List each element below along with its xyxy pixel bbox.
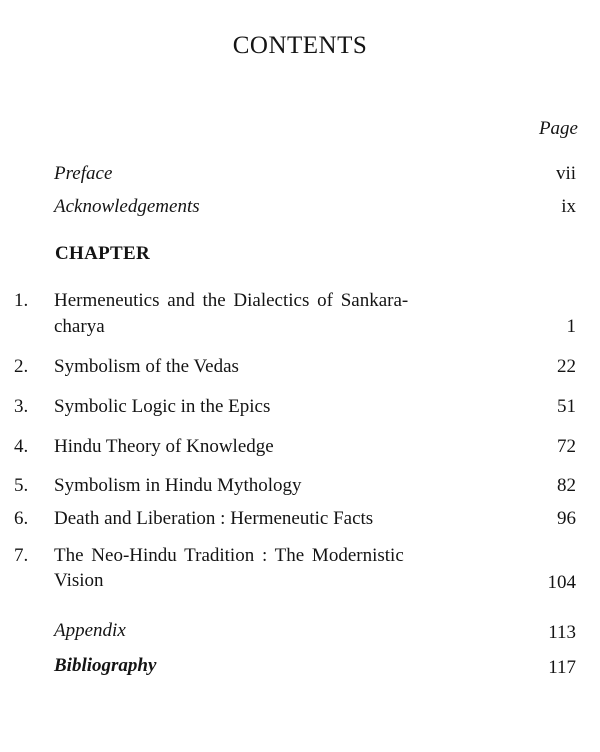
chapter-2-title: Symbolism of the Vedas xyxy=(54,356,239,377)
chapter-4-page: 72 xyxy=(557,436,576,457)
chapter-4-title: Hindu Theory of Knowledge xyxy=(54,436,274,457)
chapter-1-page: 1 xyxy=(566,316,576,337)
preface-page: vii xyxy=(555,163,576,184)
chapter-5-number: 5. xyxy=(14,475,29,496)
chapter-6-number: 6. xyxy=(14,508,29,529)
appendix-title: Appendix xyxy=(54,620,126,641)
chapter-2-page: 22 xyxy=(557,356,576,377)
chapter-1-title: Hermeneutics and the Dialectics of Sankara- xyxy=(54,290,409,311)
chapter-header: CHAPTER xyxy=(55,243,150,264)
chapter-7-page: 104 xyxy=(547,572,576,593)
chapter-2-number: 2. xyxy=(14,356,29,377)
chapter-4-number: 4. xyxy=(14,436,29,457)
page-title: CONTENTS xyxy=(232,32,368,59)
chapter-3-page: 51 xyxy=(557,396,576,417)
acknowledgements-page: ix xyxy=(561,196,576,217)
bibliography-page: 117 xyxy=(548,657,576,678)
chapter-6-title: Death and Liberation : Hermeneutic Facts xyxy=(54,508,374,529)
chapter-7-title: The Neo-Hindu Tradition : The Modernistic xyxy=(54,545,404,566)
chapter-3-number: 3. xyxy=(14,396,29,417)
chapter-1-number: 1. xyxy=(14,290,29,311)
acknowledgements-title: Acknowledgements xyxy=(54,196,200,217)
appendix-page: 113 xyxy=(548,622,576,643)
chapter-3-title: Symbolic Logic in the Epics xyxy=(54,396,271,417)
chapter-1-title-continued: charya xyxy=(54,316,105,337)
preface-title: Preface xyxy=(54,163,113,184)
chapter-5-page: 82 xyxy=(557,475,576,496)
chapter-6-page: 96 xyxy=(557,508,576,529)
chapter-7-number: 7. xyxy=(14,545,29,566)
chapter-5-title: Symbolism in Hindu Mythology xyxy=(54,475,302,496)
page-column-header: Page xyxy=(538,118,578,139)
chapter-7-title-continued: Vision xyxy=(54,570,104,591)
bibliography-title: Bibliography xyxy=(54,655,157,676)
